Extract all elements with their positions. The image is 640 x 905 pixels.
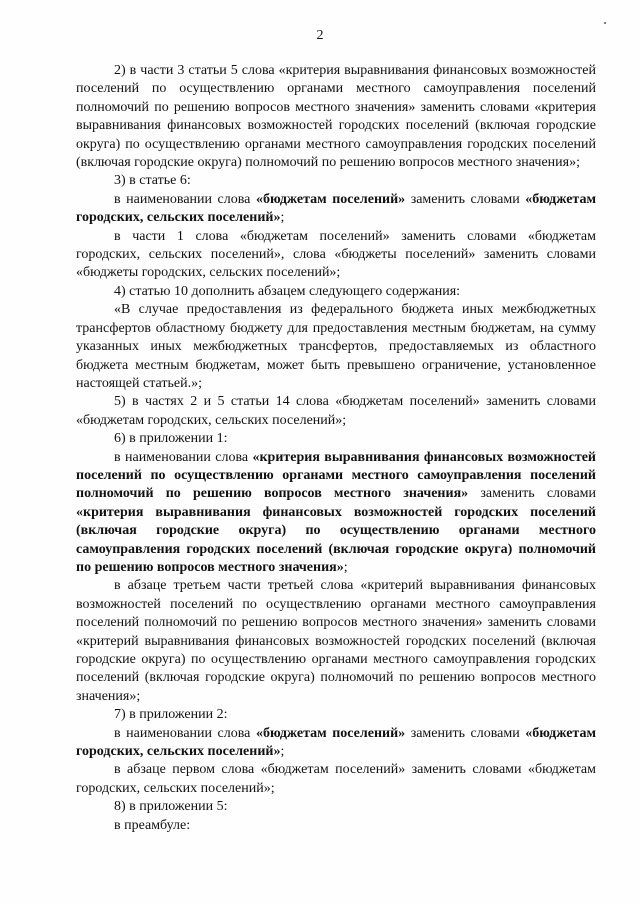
text-segment: ; xyxy=(343,559,348,575)
paragraph xyxy=(76,172,596,190)
text-segment: в части 1 слова «бюджетам поселений» заменить словами «бюджетам городских, сельских поселений», слова «бюджеты поселений» заменить словами «бюджеты городских, сельских поселений»; xyxy=(76,228,596,281)
paragraph xyxy=(76,430,596,448)
paragraph xyxy=(76,706,596,724)
paragraph xyxy=(76,725,596,762)
paragraph xyxy=(76,283,596,301)
text-segment: «В случае предоставления из федерального бюджета иных межбюджетных трансфертов областному бюджету для предоставления местным бюджетам, на сумму указанных иных межбюджетных трансфертов, предоставляемых из областного бюджета местным бюджетам, может быть превышено ограничение, установленное настоящей статьей.»; xyxy=(76,302,596,391)
text-segment: 4) статью 10 дополнить абзацем следующего содержания: xyxy=(114,283,461,299)
paragraph xyxy=(76,301,596,393)
paragraph xyxy=(76,449,596,578)
text-segment: заменить словами xyxy=(405,191,526,207)
text-segment: в преамбуле: xyxy=(114,817,191,833)
text-segment: 6) в приложении 1: xyxy=(114,431,228,447)
bold-text-segment: «бюджетам поселений» xyxy=(255,725,406,741)
text-segment: заменить словами xyxy=(468,486,597,502)
paragraph xyxy=(76,228,596,283)
text-segment: заменить словами xyxy=(405,725,526,741)
bold-text-segment: «критерия выравнивания финансовых возможностей городских поселений (включая городские округа) по осуществлению органами местного самоуправления городских поселений (включая городские округа) полномочий по решению вопросов местного значения» xyxy=(76,504,596,575)
bold-text-segment: «бюджетам городских, сельских поселений» xyxy=(76,191,596,226)
text-segment: в абзаце первом слова «бюджетам поселений» заменить словами «бюджетам городских, сельских поселений»; xyxy=(76,762,596,796)
text-segment: 7) в приложении 2: xyxy=(114,707,228,723)
text-segment: в абзаце третьем части третьей слова «критерий выравнивания финансовых возможностей поселений по осуществлению органами местного самоуправления поселений полномочий по решению вопросов местного значения» заменить словами «критерий выравнивания финансовых возможностей городских поселений (включая городские округа) по осуществлению органами местного самоуправления городских поселений (включая городские округа) полномочий по решению вопросов местного значения»; xyxy=(76,578,596,704)
text-segment: ; xyxy=(280,210,285,226)
bold-text-segment: «критерия выравнивания финансовых возможностей поселений по осуществлению органами местного самоуправления поселений полномочий по решению вопросов местного значения» xyxy=(76,449,596,502)
paragraph xyxy=(76,62,596,172)
text-segment: 3) в статье 6: xyxy=(114,173,191,189)
text-segment: 2) в части 3 статьи 5 слова «критерия выравнивания финансовых возможностей поселений по осуществлению органами местного самоуправления поселений полномочий по решению вопросов местного значения» заменить словами «критерия выравнивания финансовых возможностей городских поселений (включая городские округа) по осуществлению органами местного самоуправления городских поселений (включая городские округа) полномочий по решению вопросов местного значения»; xyxy=(76,63,596,171)
document-body xyxy=(76,62,596,835)
text-segment: 8) в приложении 5: xyxy=(114,799,228,815)
text-segment: 5) в частях 2 и 5 статьи 14 слова «бюджетам поселений» заменить словами «бюджетам городских, сельских поселений»; xyxy=(76,394,596,428)
bold-text-segment: «бюджетам поселений» xyxy=(255,191,406,207)
bold-text-segment: «бюджетам городских, сельских поселений» xyxy=(76,725,596,760)
page-number: 2 xyxy=(316,28,324,43)
scan-speck xyxy=(604,22,606,24)
text-segment: ; xyxy=(280,744,285,760)
paragraph xyxy=(76,191,596,228)
text-segment: в наименовании слова xyxy=(114,191,256,207)
text-segment: в наименовании слова xyxy=(114,725,256,741)
text-segment: в наименовании слова xyxy=(114,449,253,465)
paragraph xyxy=(76,798,596,816)
paragraph xyxy=(76,817,596,835)
paragraph xyxy=(76,393,596,430)
paragraph xyxy=(76,761,596,798)
paragraph xyxy=(76,577,596,706)
